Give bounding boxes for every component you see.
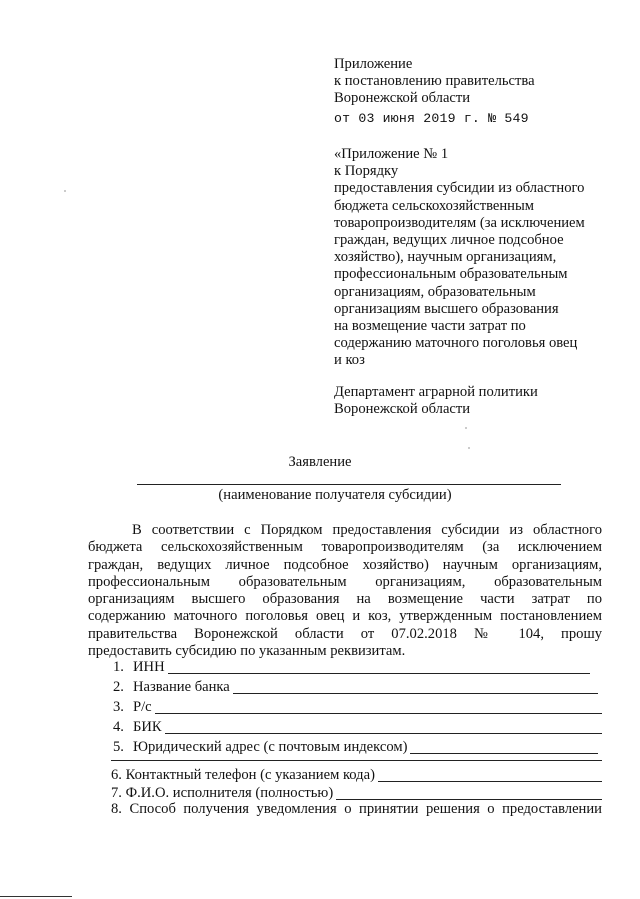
header-line-3: Воронежской области <box>334 90 471 107</box>
header-date-line: от 03 июня 2019 г. № 549 <box>334 110 529 126</box>
field-label: БИК <box>133 719 162 735</box>
field-label: 7. Ф.И.О. исполнителя (полностью) <box>111 785 334 801</box>
attachment-line: и коз <box>334 352 365 369</box>
header-line-2: к постановлению правительства <box>334 73 535 90</box>
account-field[interactable] <box>113 698 602 716</box>
department-line-1: Департамент аграрной политики <box>334 384 538 400</box>
paragraph-line: правительства Воронежской области от 07.02.2018 № 104, прошу <box>88 625 602 642</box>
bik-field[interactable] <box>113 718 602 736</box>
executor-name-input-line[interactable] <box>336 786 602 800</box>
attachment-line: «Приложение № 1 <box>334 146 449 162</box>
paragraph-line: организациям высшего образования на возмещение части затрат по <box>88 591 602 608</box>
legal-address-field[interactable] <box>113 738 598 756</box>
header-line-1: Приложение <box>334 56 413 72</box>
scan-speck <box>64 190 66 192</box>
paragraph-line: бюджета сельскохозяйственным товаропроизводителям (за исключением <box>88 539 602 556</box>
phone-field[interactable] <box>111 766 602 784</box>
paragraph-line: В соответствии с Порядком предоставления субсидии из областного <box>132 522 602 538</box>
recipient-name-line <box>137 484 561 485</box>
recipient-caption: (наименование получателя субсидии) <box>218 487 452 503</box>
attachment-block <box>334 146 609 370</box>
field-label: 6. Контактный телефон (с указанием кода) <box>111 767 375 783</box>
paragraph-line: содержанию маточного поголовья овец и коз, утвержденным постановлением <box>88 608 602 625</box>
paragraph-line: граждан, ведущих личное подсобное хозяйство) научным организациям, <box>88 556 602 573</box>
attachment-line: на возмещение части затрат по <box>334 318 526 335</box>
bik-input-line[interactable] <box>165 720 602 734</box>
attachment-line: к Порядку <box>334 163 399 180</box>
scan-speck <box>468 447 470 449</box>
bank-name-field[interactable] <box>113 678 598 696</box>
legal-address-input-line[interactable] <box>410 740 598 754</box>
attachment-line: бюджета сельскохозяйственным <box>334 197 535 214</box>
field-label: Название банка <box>133 679 230 695</box>
department-block <box>334 384 609 418</box>
field-number: 1. <box>113 659 124 675</box>
field-label: Р/с <box>133 699 152 715</box>
field-number: 3. <box>113 699 124 715</box>
field-number: 2. <box>113 679 124 695</box>
statement-title: Заявление <box>288 454 352 470</box>
field-number: 4. <box>113 719 124 735</box>
paragraph-line: профессиональным образовательным организациям, образовательным <box>88 573 602 590</box>
inn-field[interactable] <box>113 658 590 676</box>
attachment-line: товаропроизводителям (за исключением <box>334 214 585 231</box>
paragraph-line: предоставить субсидию по указанным реквизитам. <box>88 643 406 660</box>
attachment-line: профессиональным образовательным <box>334 266 568 283</box>
account-input-line[interactable] <box>155 700 602 714</box>
attachment-line: содержанию маточного поголовья овец <box>334 335 578 352</box>
bank-name-input-line[interactable] <box>233 680 598 694</box>
footer-rule <box>0 896 72 897</box>
attachment-line: предоставления субсидии из областного <box>334 180 585 197</box>
phone-input-line[interactable] <box>378 768 602 782</box>
field-label: ИНН <box>133 659 165 675</box>
attachment-line: граждан, ведущих личное подсобное <box>334 232 564 249</box>
inn-input-line[interactable] <box>168 660 590 674</box>
executor-name-field[interactable] <box>111 784 602 802</box>
legal-address-continuation-line[interactable] <box>111 760 602 761</box>
statement-paragraph <box>88 522 602 660</box>
scan-speck <box>465 427 467 429</box>
attachment-line: хозяйство), научным организациям, <box>334 249 557 266</box>
attachment-line: организациям высшего образования <box>334 300 559 317</box>
attachment-line: организациям, образовательным <box>334 283 536 300</box>
notification-method-line: 8. Способ получения уведомления о принятии решения о предоставлении <box>111 801 602 817</box>
department-line-2: Воронежской области <box>334 401 471 418</box>
field-label: Юридический адрес (с почтовым индексом) <box>133 739 408 755</box>
field-number: 5. <box>113 739 124 755</box>
header-block <box>334 56 614 127</box>
